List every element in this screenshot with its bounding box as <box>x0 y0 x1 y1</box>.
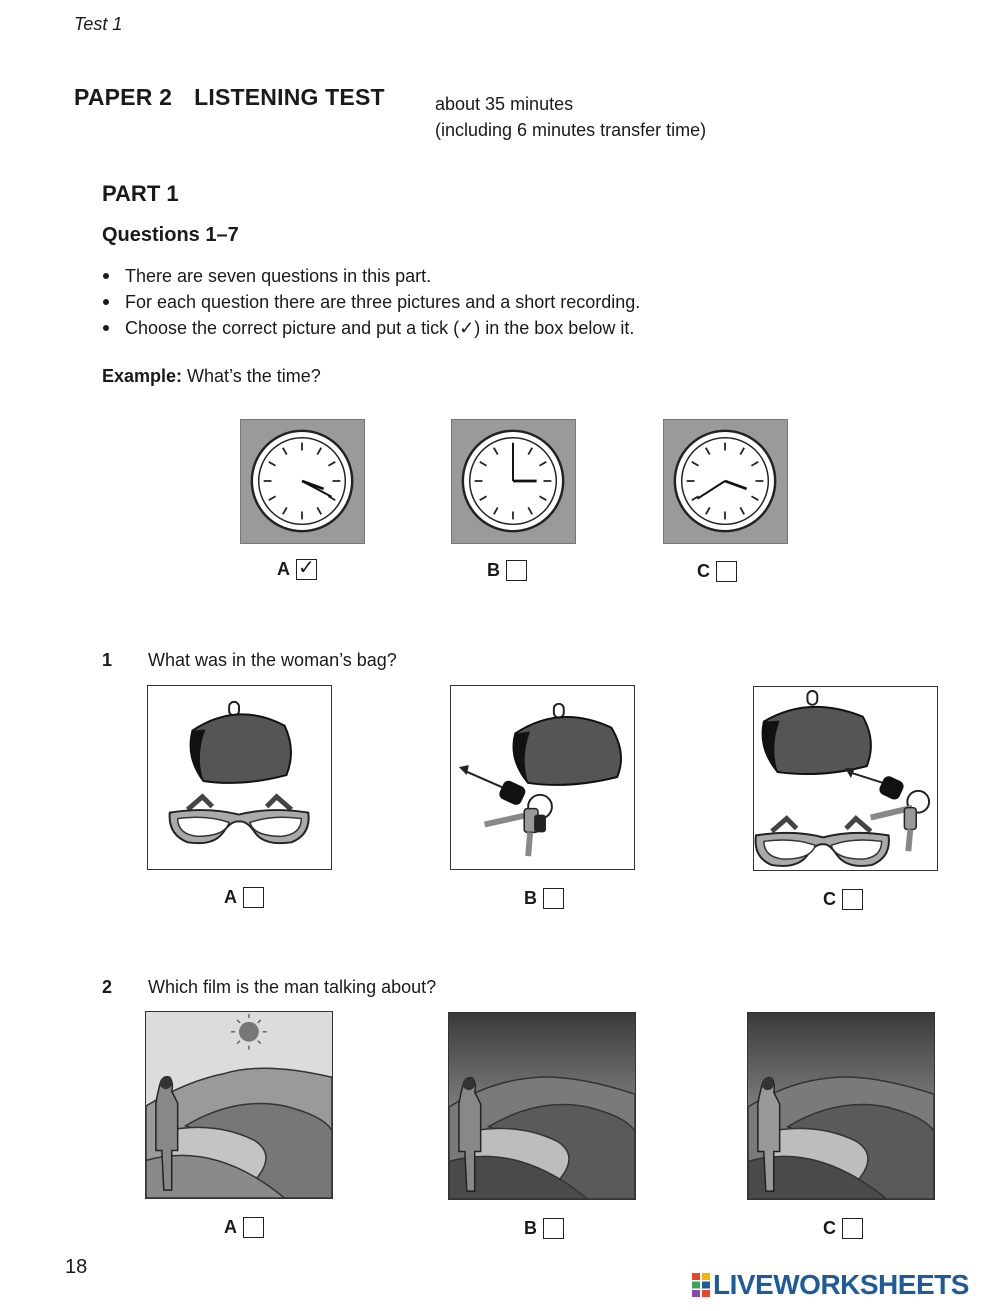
duration-note <box>435 91 706 143</box>
q2-option-b[interactable] <box>524 1218 564 1239</box>
purse-keys-glasses-icon <box>754 687 937 870</box>
q2-option-a[interactable] <box>224 1217 264 1238</box>
purse-glasses-icon <box>148 686 331 869</box>
running-head: Test 1 <box>74 14 123 34</box>
example-question: What’s the time? <box>187 366 321 386</box>
instructions-list <box>102 263 640 341</box>
answer-checkbox[interactable] <box>243 887 264 908</box>
q2-option-b-image <box>448 1012 636 1200</box>
option-letter: B <box>524 1218 537 1238</box>
paper-title <box>74 84 385 111</box>
instruction-item: Choose the correct picture and put a tick (✓) in the box below it. <box>102 315 640 341</box>
q2-option-c-image <box>747 1012 935 1200</box>
q2-option-a-image <box>145 1011 333 1199</box>
example-option-b[interactable] <box>487 560 527 581</box>
brand-watermark <box>692 1269 969 1301</box>
purse-keys-icon <box>451 686 634 869</box>
liveworksheets-logo-icon <box>692 1273 710 1297</box>
answer-checkbox[interactable] <box>506 560 527 581</box>
example-option-b-image <box>451 419 576 544</box>
example-option-a[interactable] <box>277 559 317 580</box>
q1-option-b[interactable] <box>524 888 564 909</box>
example-prompt <box>102 366 321 387</box>
example-option-a-image <box>240 419 365 544</box>
q1-option-a[interactable] <box>224 887 264 908</box>
clock-icon <box>452 420 575 543</box>
duration-line-2: (including 6 minutes transfer time) <box>435 120 707 140</box>
instruction-item: There are seven questions in this part. <box>102 263 640 289</box>
question-1-text: What was in the woman’s bag? <box>148 650 397 670</box>
q1-option-b-image <box>450 685 635 870</box>
option-letter: B <box>524 888 537 908</box>
option-letter: A <box>224 887 237 907</box>
answer-checkbox[interactable] <box>543 888 564 909</box>
sunset-landscape-icon <box>449 1013 635 1199</box>
duration-line-1: about 35 minutes <box>435 94 574 114</box>
q2-option-c[interactable] <box>823 1218 863 1239</box>
clock-icon <box>664 420 787 543</box>
clock-icon <box>241 420 364 543</box>
example-label: Example: <box>102 366 183 386</box>
tick-icon: ✓ <box>298 557 315 579</box>
questions-range: Questions 1–7 <box>102 224 239 246</box>
example-option-c-image <box>663 419 788 544</box>
option-letter: C <box>823 889 836 909</box>
answer-checkbox[interactable] <box>842 1218 863 1239</box>
answer-checkbox[interactable] <box>842 889 863 910</box>
test-name: LISTENING TEST <box>194 84 385 110</box>
option-letter: C <box>823 1218 836 1238</box>
example-option-c[interactable] <box>697 561 737 582</box>
answer-checkbox[interactable] <box>543 1218 564 1239</box>
paper-label: PAPER 2 <box>74 84 173 110</box>
answer-checkbox[interactable] <box>243 1217 264 1238</box>
option-letter: C <box>697 561 710 581</box>
q1-option-c-image <box>753 686 938 871</box>
answer-checkbox-checked[interactable] <box>296 559 317 580</box>
question-1-number: 1 <box>102 650 113 670</box>
answer-checkbox[interactable] <box>716 561 737 582</box>
option-letter: B <box>487 560 500 580</box>
instruction-item: For each question there are three pictures and a short recording. <box>102 289 640 315</box>
option-letter: A <box>277 559 290 579</box>
part-title: PART 1 <box>102 181 179 206</box>
q1-option-c[interactable] <box>823 889 863 910</box>
brand-name: LIVEWORKSHEETS <box>713 1269 969 1300</box>
option-letter: A <box>224 1217 237 1237</box>
page-number: 18 <box>65 1256 88 1278</box>
q1-option-a-image <box>147 685 332 870</box>
question-2-text: Which film is the man talking about? <box>148 977 437 997</box>
daytime-landscape-icon <box>146 1012 332 1198</box>
question-2-number: 2 <box>102 977 113 997</box>
sunset-landscape-icon <box>748 1013 934 1199</box>
